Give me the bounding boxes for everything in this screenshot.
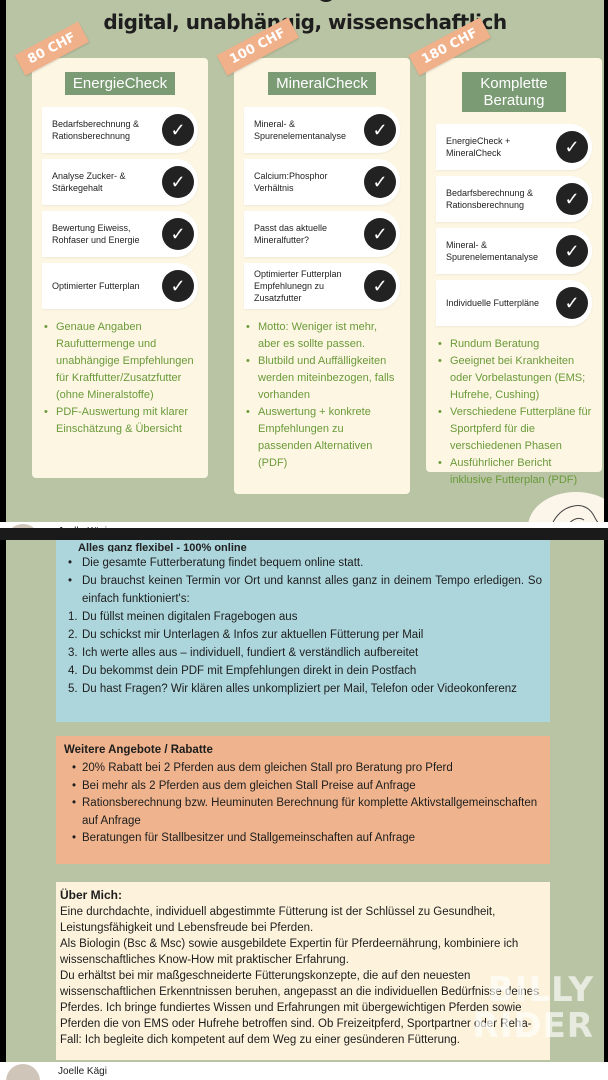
- online-box: [56, 540, 550, 722]
- price-tag: 80 CHF: [15, 22, 89, 76]
- bullet-item: • Blutbild und Auffälligkeiten werden miteinbezogen, falls vorhanden: [244, 353, 400, 404]
- check-icon: ✓: [364, 114, 396, 146]
- check-icon: ✓: [364, 166, 396, 198]
- feature-label: Calcium:Phosphor Verhältnis: [254, 171, 328, 193]
- bullet-item: • Auswertung + konkrete Empfehlungen zu passenden Alternativen (PDF): [244, 404, 400, 472]
- feature-item: [244, 159, 400, 205]
- package-title: Komplette Beratung: [462, 72, 566, 112]
- price-tag: 100 CHF: [217, 17, 299, 75]
- feature-item: [42, 107, 198, 153]
- feature-label: EnergieCheck + MineralCheck: [446, 136, 511, 158]
- step-number: 3.: [68, 647, 78, 659]
- offer-item: • Bei mehr als 2 Pferden aus dem gleichen Stall Preise auf Anfrage: [64, 778, 540, 796]
- about-paragraph: Du erhältst bei mir maßgeschneiderte Fütterungskonzepte, die auf den neuesten wissenschaftlichen Erkenntnissen beruhen, angepasst an die individuellen Bedürfnisse deines Pferdes. Ich bringe fundiertes Wissen und Erfahrungen mit übergewichtigen Pferden sowie Pferden die von EMS oder Hufrehe betroffen sind. Ob Freizeitpferd, Sportpartner oder Reha-Fall: Ich begleite dich kompetent auf dem Weg zu einer gesünderen Fütterung.: [60, 970, 539, 1046]
- feature-label: Mineral- & Spurenelementanalyse: [254, 119, 347, 141]
- bullet-item: • Die gesamte Futterberatung findet bequem online statt.: [72, 554, 542, 572]
- price-tag: 180 CHF: [409, 17, 491, 75]
- feature-item: [244, 211, 400, 257]
- check-icon: ✓: [556, 131, 588, 163]
- check-icon: ✓: [556, 287, 588, 319]
- step-label: Du bekommst dein PDF mit Empfehlungen direkt in dein Postfach: [82, 665, 417, 677]
- step-label: Ich werte alles aus – individuell, fundiert & verständlich aufbereitet: [82, 647, 419, 659]
- step-number: 5.: [68, 683, 78, 695]
- feature-label: Bedarfsberechnung & Rationsberechnung: [52, 119, 140, 141]
- step-number: 4.: [68, 665, 78, 677]
- bullet-item: • Du brauchst keinen Termin vor Ort und kannst alles ganz in deinem Tempo erledigen. So einfach funktioniert's:: [72, 572, 542, 608]
- step-item: [68, 662, 542, 680]
- package-bullets: [244, 319, 400, 472]
- feature-label: Individuelle Futterpläne: [446, 298, 540, 308]
- check-icon: ✓: [556, 235, 588, 267]
- offer-item: • Beratungen für Stallbesitzer und Stallgemeinschaften auf Anfrage: [64, 830, 540, 848]
- info-slide: [6, 540, 604, 1062]
- check-icon: ✓: [162, 166, 194, 198]
- package-bullets: [436, 336, 592, 489]
- step-item: [68, 680, 542, 698]
- bullet-item: • Genaue Angaben Raufuttermenge und unabhängige Empfehlungen für Kraftfutter/Zusatzfutter (ohne Mineralstoffe): [42, 319, 198, 404]
- feature-label: Bewertung Eiweiss, Rohfaser und Energie: [52, 223, 140, 245]
- offers-heading: Weitere Angebote / Rabatte: [64, 744, 213, 756]
- bullet-item: • Ausführlicher Bericht inklusive Futterplan (PDF): [436, 455, 592, 489]
- author-bar: [0, 1062, 608, 1080]
- package-title: MineralCheck: [268, 72, 376, 95]
- feature-item: [436, 124, 592, 170]
- bullet-item: • Rundum Beratung: [436, 336, 592, 353]
- bullet-item: • Motto: Weniger ist mehr, aber es sollte passen.: [244, 319, 400, 353]
- step-label: Du hast Fragen? Wir klären alles unkompliziert per Mail, Telefon oder Videokonferenz: [82, 683, 517, 695]
- step-number: 1.: [68, 611, 78, 623]
- offers-list: [64, 760, 540, 848]
- check-icon: ✓: [162, 270, 194, 302]
- feature-label: Analyse Zucker- & Stärkegehalt: [52, 171, 126, 193]
- online-heading: Alles ganz flexibel - 100% online: [78, 542, 247, 552]
- check-icon: ✓: [556, 183, 588, 215]
- about-heading: Über Mich:: [60, 888, 123, 902]
- package-mineralcheck: [227, 25, 410, 494]
- pricing-slide: [6, 0, 604, 528]
- step-number: 2.: [68, 629, 78, 641]
- feature-label: Optimierter Futterplan Empfehlunegn zu Zusatzfutter: [254, 269, 342, 303]
- about-paragraph: Als Biologin (Bsc & Msc) sowie ausgebildete Expertin für Pferdeernährung, kombiniere ich wissenschaftliches Know-How mit praktischer Erfahrung.: [60, 938, 519, 966]
- feature-label: Optimierter Futterplan: [52, 281, 140, 291]
- feature-item: [436, 228, 592, 274]
- step-label: Du füllst meinen digitalen Fragebogen aus: [82, 611, 298, 623]
- step-item: [68, 608, 542, 626]
- step-item: [68, 626, 542, 644]
- feature-label: Passt das aktuelle Mineralfutter?: [254, 223, 328, 245]
- bullet-item: • Verschiedene Futterpläne für Sportpferd für die verschiedenen Phasen: [436, 404, 592, 455]
- feature-item: [436, 280, 592, 326]
- offer-item: • Rationsberechnung bzw. Heuminuten Berechnung für komplette Aktivstallgemeinschaften auf Anfrage: [64, 795, 540, 830]
- feature-item: [244, 263, 400, 309]
- watermark-logo: [473, 972, 594, 1044]
- feature-item: [42, 211, 198, 257]
- avatar[interactable]: [6, 1064, 40, 1080]
- image-separator: [0, 528, 608, 540]
- author-name[interactable]: Joelle Kägi: [58, 1066, 107, 1077]
- slide-title: digital, unabhängig, wissenschaftlich: [103, 10, 507, 34]
- feature-item: [42, 263, 198, 309]
- bullet-item: • PDF-Auswertung mit klarer Einschätzung & Übersicht: [42, 404, 198, 438]
- offer-item: • 20% Rabatt bei 2 Pferden aus dem gleichen Stall pro Beratung pro Pferd: [64, 760, 540, 778]
- package-bullets: [42, 319, 198, 438]
- check-icon: ✓: [162, 114, 194, 146]
- offers-box: [56, 736, 550, 864]
- package-energiecheck: [25, 29, 208, 478]
- online-list: [68, 554, 542, 698]
- bullet-item: • Geeignet bei Krankheiten oder Vorbelastungen (EMS; Hufrehe, Cushing): [436, 353, 592, 404]
- check-icon: ✓: [162, 218, 194, 250]
- step-item: [68, 644, 542, 662]
- package-title: EnergieCheck: [65, 72, 175, 95]
- watermark-line: BILLY: [487, 970, 594, 1010]
- feature-label: Mineral- & Spurenelementanalyse: [446, 240, 539, 262]
- feature-item: [244, 107, 400, 153]
- about-paragraph: Eine durchdachte, individuell abgestimmte Fütterung ist der Schlüssel zu Gesundheit, Leistungsfähigkeit und Lebensfreude bei Pferden.: [60, 906, 496, 934]
- title-fragment: [316, 0, 336, 2]
- watermark-line: RIDER: [472, 1006, 594, 1046]
- package-komplette-beratung: [419, 25, 602, 486]
- feature-item: [436, 176, 592, 222]
- feature-item: [42, 159, 198, 205]
- check-icon: ✓: [364, 270, 396, 302]
- check-icon: ✓: [364, 218, 396, 250]
- step-label: Du schickst mir Unterlagen & Infos zur aktuellen Fütterung per Mail: [82, 629, 424, 641]
- feature-label: Bedarfsberechnung & Rationsberechnung: [446, 188, 534, 210]
